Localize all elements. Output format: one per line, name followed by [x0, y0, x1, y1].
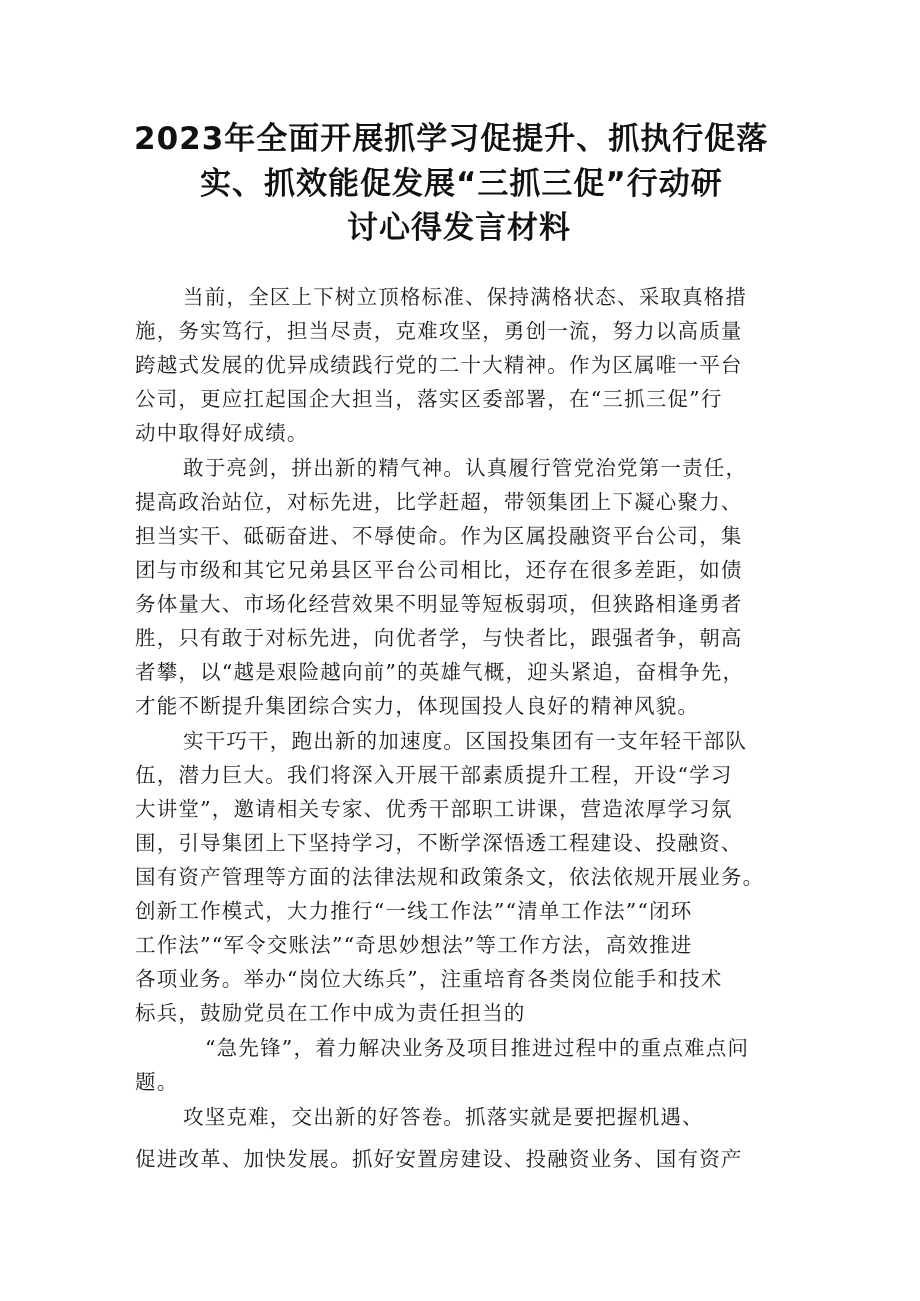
- paragraph-line: 创新工作模式，大力推行“一线工作法”“清单工作法”“闭环: [135, 899, 693, 923]
- paragraph-line: “急先锋”，着力解决业务及项目推进过程中的重点难点问: [205, 1036, 750, 1060]
- paragraph-line: 胜，只有敢于对标先进，向优者学，与快者比，跟强者争，朝高: [135, 626, 743, 650]
- paragraph-line: 动中取得好成绩。: [135, 421, 309, 445]
- paragraph-line: 施，务实笃行，担当尽责，克难攻坚，勇创一流，努力以高质量: [135, 319, 743, 343]
- paragraph-line: 公司，更应扛起国企大担当，落实区委部署，在“三抓三促”行: [135, 387, 723, 411]
- paragraph-line: 围，引导集团上下坚持学习，不断学深悟透工程建设、投融资、: [135, 831, 743, 855]
- paragraph-line: 标兵，鼓励党员在工作中成为责任担当的: [135, 1001, 526, 1025]
- paragraph-line: 工作法”“军令交账法”“奇思妙想法”等工作方法，高效推进: [135, 933, 693, 957]
- paragraph-line: 担当实干、砥砺奋进、不辱使命。作为区属投融资平台公司，集: [135, 524, 743, 548]
- paragraph-line: 敢于亮剑，拼出新的精气神。认真履行管党治党第一责任，: [183, 456, 748, 480]
- paragraph-line: 提高政治站位，对标先进，比学赶超，带领集团上下凝心聚力、: [135, 490, 743, 514]
- paragraph-line: 攻坚克难，交出新的好答卷。抓落实就是要把握机遇、: [183, 1105, 704, 1129]
- document-title-line-2: 实、抓效能促发展“三抓三促”行动研: [200, 166, 723, 202]
- paragraph-line: 当前，全区上下树立顶格标准、保持满格状态、采取真格措: [183, 285, 748, 309]
- paragraph-line: 务体量大、市场化经营效果不明显等短板弱项，但狭路相逢勇者: [135, 592, 743, 616]
- paragraph-line: 国有资产管理等方面的法律法规和政策条文，依法依规开展业务。: [135, 865, 765, 889]
- paragraph-line: 实干巧干，跑出新的加速度。区国投集团有一支年轻干部队: [183, 729, 748, 753]
- paragraph-line: 者攀，以“越是艰险越向前”的英雄气概，迎头紧追，奋楫争先，: [135, 660, 745, 684]
- paragraph-line: 各项业务。举办“岗位大练兵”，注重培育各类岗位能手和技术: [135, 967, 723, 991]
- paragraph-line: 促进改革、加快发展。抓好安置房建设、投融资业务、国有资产: [135, 1147, 743, 1171]
- paragraph-line: 题。: [135, 1070, 179, 1094]
- document-title-line-1: 2023年全面开展抓学习促提升、抓执行促落: [134, 121, 769, 157]
- paragraph-line: 团与市级和其它兄弟县区平台公司相比，还存在很多差距，如债: [135, 558, 743, 582]
- paragraph-line: 跨越式发展的优异成绩践行党的二十大精神。作为区属唯一平台: [135, 353, 743, 377]
- document-title-line-3: 讨心得发言材料: [347, 210, 571, 246]
- paragraph-line: 才能不断提升集团综合实力，体现国投人良好的精神风貌。: [135, 694, 700, 718]
- paragraph-line: 伍，潜力巨大。我们将深入开展干部素质提升工程，开设“学习: [135, 763, 733, 787]
- paragraph-line: 大讲堂”，邀请相关专家、优秀干部职工讲课，营造浓厚学习氛: [135, 797, 733, 821]
